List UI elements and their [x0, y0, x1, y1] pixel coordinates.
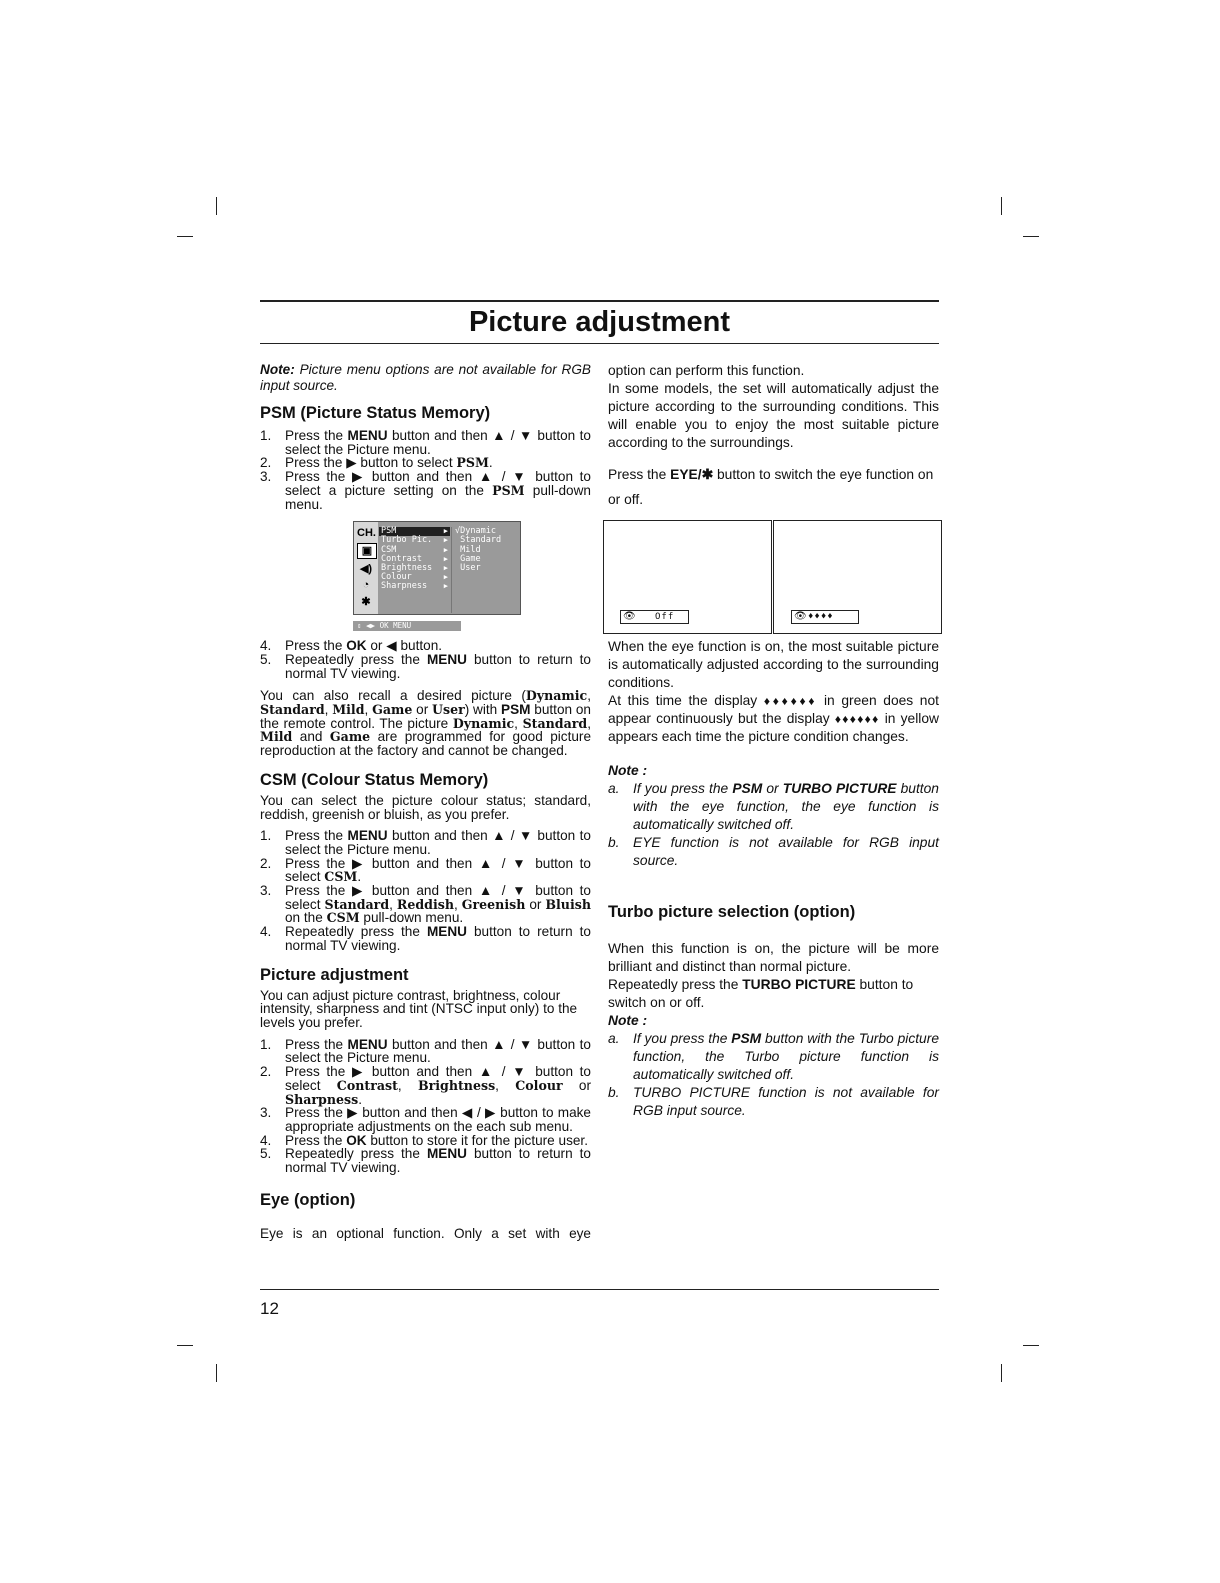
- picture-adjustment-steps: [260, 1038, 591, 1175]
- osd-item-label: CSM: [381, 544, 397, 555]
- csm-label: CSM: [324, 869, 358, 885]
- crop-mark: [1001, 1364, 1002, 1382]
- osd-item-label: Brightness: [381, 562, 433, 573]
- osd-item-label: Colour: [381, 572, 412, 583]
- eye-on-value: ♦♦♦♦: [808, 612, 834, 622]
- text: Repeatedly press the: [608, 977, 743, 992]
- osd-panel: [353, 521, 521, 615]
- step-number: 2.: [260, 855, 272, 871]
- text: You can also recall a desired picture (: [260, 688, 526, 704]
- text: ) with: [464, 702, 502, 718]
- text: EYE function is not available for RGB input source.: [633, 835, 939, 868]
- psm-label: PSM: [456, 455, 489, 471]
- picture-icon: ▣: [357, 543, 377, 559]
- step-number: 1.: [260, 1036, 272, 1052]
- text: If you press the: [633, 1031, 732, 1046]
- crop-mark: [216, 1364, 217, 1382]
- adj-step-1: [260, 1038, 591, 1065]
- step-text: Repeatedly press the: [285, 1146, 427, 1162]
- step-text: Press the: [285, 428, 348, 443]
- turbo-picture-label: TURBO PICTURE: [742, 977, 856, 992]
- arrow-right-icon: ▶: [443, 582, 448, 591]
- picture-adjustment-intro: You can adjust picture contrast, brightness, colour intensity, sharpness and tint (NTSC input only) to the levels you prefer.: [260, 987, 578, 1030]
- title-rule: [260, 343, 939, 344]
- text: ,: [514, 715, 523, 731]
- text: button with the Turbo picture function, the Turbo picture function is automatically switched off.: [633, 1031, 939, 1082]
- eye-description: In some models, the set will automatically adjust the picture according to the surrounding conditions. This will enable you to enjoy the most suitable picture according to the surroundings.: [608, 381, 939, 450]
- csm-heading: CSM (Colour Status Memory): [260, 770, 489, 789]
- top-rule: [260, 300, 939, 302]
- text: pull-down menu.: [359, 910, 464, 926]
- psm-step-1: [260, 429, 591, 456]
- text: button to switch the eye function on or off.: [608, 467, 934, 507]
- csm-step-4: [260, 925, 591, 952]
- adj-step-5: [260, 1147, 591, 1174]
- adj-sharpness: Sharpness: [285, 1091, 359, 1107]
- note-letter: b.: [608, 1085, 620, 1100]
- special-icon: ✱: [361, 596, 371, 609]
- text: Press the: [608, 467, 671, 482]
- osd-item-label: Contrast: [381, 553, 422, 564]
- step-text: .: [357, 869, 362, 885]
- eye-off-value: Off: [655, 612, 675, 622]
- note-letter: a.: [608, 781, 620, 796]
- ok-button-label: OK: [346, 638, 367, 654]
- menu-button-label: MENU: [426, 651, 467, 667]
- step-number: 4.: [260, 1132, 272, 1148]
- psm-step-4: [260, 639, 591, 653]
- step-number: 2.: [260, 1064, 272, 1080]
- eye-note-a: [608, 780, 939, 834]
- psm-button-label: PSM: [731, 1031, 762, 1046]
- text: button to switch on or off.: [608, 977, 914, 1010]
- step-text: button to return to normal TV viewing.: [285, 651, 591, 681]
- picture-menu-osd: [353, 521, 519, 635]
- eye-off-indicator: [620, 610, 689, 624]
- mode-game: Game: [329, 729, 371, 745]
- text: At this time the display: [608, 693, 764, 708]
- note-label: Note:: [260, 362, 295, 377]
- step-text: Press the ▶ button and then ◀ / ▶ button to make appropriate adjustments on the each sub menu.: [285, 1105, 591, 1134]
- step-number: 1.: [260, 428, 272, 443]
- step-text: Press the ▶ button and then ▲ / ▼ button to select a picture setting on the: [285, 469, 591, 498]
- adj-step-4: [260, 1134, 591, 1148]
- adj-brightness: Brightness: [417, 1077, 496, 1093]
- mode-dynamic: Dynamic: [525, 688, 588, 704]
- menu-button-label: MENU: [347, 428, 388, 443]
- step-number: 3.: [260, 469, 272, 485]
- step-number: 4.: [260, 638, 272, 654]
- eye-press-instruction: [608, 462, 939, 512]
- step-text: pull-down menu.: [285, 482, 591, 512]
- eye-on-description: When the eye function is on, the most suitable picture is automatically adjusted according to the surrounding conditions.: [608, 639, 939, 690]
- psm-label: PSM: [492, 482, 525, 498]
- psm-steps: [260, 429, 591, 511]
- arrow-right-icon: ▶: [443, 545, 448, 554]
- eye-note-label: Note :: [608, 763, 648, 778]
- step-text: button to store it for the picture user.: [366, 1132, 588, 1148]
- psm-button-label: PSM: [501, 702, 531, 718]
- crop-mark: [1001, 197, 1002, 215]
- psm-steps-continued: [260, 639, 591, 680]
- eye-notes: [608, 780, 939, 870]
- note-letter: b.: [608, 835, 620, 850]
- osd-menu-items: [379, 527, 450, 591]
- eye-intro: Eye is an optional function. Only a set with eye: [260, 1225, 591, 1241]
- osd-psm-submenu: [451, 527, 519, 613]
- csm-step-3: [260, 884, 591, 925]
- mode-dynamic: Dynamic: [452, 715, 515, 731]
- osd-item-sharpness: [379, 582, 450, 591]
- step-text: Press the ▶ button and then ▲ / ▼ button to select: [285, 1064, 591, 1093]
- turbo-note-b: [608, 1084, 939, 1120]
- note-letter: a.: [608, 1031, 620, 1046]
- turbo-note-label: Note :: [608, 1013, 648, 1028]
- channel-icon: CH.: [357, 527, 376, 540]
- adj-contrast: Contrast: [336, 1077, 398, 1093]
- osd-sub-item: √Dynamic: [455, 526, 496, 537]
- step-text: button to return to normal TV viewing.: [285, 1146, 591, 1176]
- eye-button-label: EYE/✱: [670, 467, 714, 482]
- arrow-right-icon: ▶: [443, 536, 448, 545]
- text: ,: [397, 1077, 418, 1093]
- turbo-heading: Turbo picture selection (option): [608, 903, 856, 921]
- step-text: Press the ▶ button to select: [285, 455, 457, 471]
- page-number: 12: [260, 1299, 279, 1318]
- menu-button-label: MENU: [426, 924, 467, 940]
- step-text: Press the: [285, 1132, 347, 1148]
- csm-reddish: Reddish: [396, 896, 454, 912]
- text: ,: [389, 896, 397, 912]
- turbo-notes: [608, 1030, 939, 1120]
- mode-user: User: [432, 702, 465, 718]
- adj-colour: Colour: [515, 1077, 563, 1093]
- eye-on-screen: [773, 520, 942, 634]
- crop-mark: [177, 236, 193, 237]
- csm-step-1: [260, 829, 591, 856]
- osd-sub-item: User: [455, 563, 481, 574]
- text: ,: [587, 688, 591, 704]
- arrow-right-icon: ▶: [443, 527, 448, 536]
- clock-icon: ◔: [362, 579, 370, 592]
- psm-heading: PSM (Picture Status Memory): [260, 404, 491, 422]
- step-text: Press the: [285, 638, 347, 654]
- left-column: [260, 362, 591, 1240]
- step-text: Press the ▶ button and then ▲ / ▼ button to select: [285, 883, 591, 912]
- text: If you press the: [633, 781, 733, 796]
- step-number: 5.: [260, 1146, 272, 1162]
- step-number: 3.: [260, 883, 272, 899]
- ok-button-label: OK: [346, 1132, 367, 1148]
- psm-step-2: [260, 456, 591, 470]
- step-text: Repeatedly press the: [285, 651, 427, 667]
- osd-sub-item: Mild: [455, 544, 481, 555]
- psm-step-5: [260, 653, 591, 680]
- psm-button-label: PSM: [732, 781, 763, 796]
- eye-display-examples: [608, 520, 939, 636]
- step-text: or ◀ button.: [366, 638, 443, 654]
- text: on the: [285, 910, 327, 926]
- bottom-rule: [260, 1289, 939, 1290]
- text: ,: [324, 702, 333, 718]
- sound-icon: ◀): [359, 563, 373, 576]
- eye-on-indicator: [791, 610, 859, 624]
- text: ,: [364, 702, 373, 718]
- osd-sub-item: Game: [455, 553, 481, 564]
- eye-off-screen: [603, 520, 772, 634]
- text: ,: [495, 1077, 516, 1093]
- adj-step-3: [260, 1106, 591, 1133]
- csm-standard: Standard: [324, 896, 390, 912]
- psm-step-3: [260, 470, 591, 511]
- right-column: [608, 362, 939, 1120]
- menu-button-label: MENU: [426, 1146, 467, 1162]
- step-text: Press the: [285, 828, 348, 844]
- text: or: [562, 1077, 592, 1093]
- crop-mark: [1023, 236, 1039, 237]
- arrow-right-icon: ▶: [443, 573, 448, 582]
- crop-mark: [1023, 1345, 1039, 1346]
- eye-icon: 👁: [794, 611, 807, 622]
- text: or: [762, 781, 783, 796]
- page-title: Picture adjustment: [468, 306, 731, 338]
- osd-item-label: PSM: [381, 526, 397, 537]
- text: are programmed for good picture reproduction at the factory and cannot be changed.: [260, 729, 592, 759]
- step-text: .: [488, 455, 493, 471]
- step-number: 5.: [260, 651, 272, 667]
- text: ,: [587, 715, 591, 731]
- text: or: [525, 896, 546, 912]
- crop-mark: [216, 197, 217, 215]
- mode-mild: Mild: [332, 702, 365, 718]
- mode-standard: Standard: [522, 715, 588, 731]
- text: button on the remote control. The picture: [260, 702, 591, 731]
- osd-item-label: Turbo Pic.: [381, 535, 433, 546]
- text: .: [358, 1091, 362, 1107]
- text: in green does not appear continuously but the display: [608, 693, 939, 726]
- eye-continued: option can perform this function.: [608, 363, 805, 378]
- osd-sub-item: Standard: [455, 535, 502, 546]
- turbo-note-a: [608, 1030, 939, 1084]
- step-text: button to return to normal TV viewing.: [285, 924, 591, 953]
- text: and: [292, 729, 330, 745]
- turbo-instruction: [608, 976, 939, 1012]
- step-number: 3.: [260, 1105, 272, 1121]
- text: button with the eye function, the eye function is automatically switched off.: [633, 781, 939, 832]
- osd-item-label: Sharpness: [381, 581, 428, 592]
- note-text: Picture menu options are not available for RGB input source.: [260, 362, 591, 393]
- csm-greenish: Greenish: [461, 896, 526, 912]
- step-text: Repeatedly press the: [285, 924, 427, 940]
- step-number: 1.: [260, 828, 272, 844]
- csm-step-2: [260, 857, 591, 884]
- eye-display-description: [608, 692, 939, 746]
- mode-mild: Mild: [260, 729, 293, 745]
- eye-level-indicator: ♦♦♦♦♦♦: [834, 712, 880, 726]
- adj-step-2: [260, 1065, 591, 1106]
- step-number: 4.: [260, 924, 272, 940]
- step-text: button and then ▲ / ▼ button to select the Picture menu.: [285, 428, 591, 457]
- step-text: Press the: [285, 1036, 348, 1052]
- picture-menu-note: [260, 362, 591, 394]
- text: TURBO PICTURE function is not available for RGB input source.: [633, 1085, 939, 1118]
- text: in yellow appears each time the picture condition changes.: [608, 711, 939, 744]
- step-text: button and then ▲ / ▼ button to select the Picture menu.: [285, 828, 591, 857]
- turbo-picture-label: TURBO PICTURE: [782, 781, 897, 796]
- arrow-right-icon: ▶: [443, 554, 448, 563]
- menu-button-label: MENU: [347, 828, 388, 844]
- picture-adjustment-heading: Picture adjustment: [260, 965, 409, 984]
- arrow-right-icon: ▶: [443, 563, 448, 572]
- osd-help-bar: ⇕ ◀▶ OK MENU: [353, 621, 461, 631]
- mode-game: Game: [372, 702, 413, 718]
- csm-intro: You can select the picture colour status; standard, reddish, greenish or bluish, as you prefer.: [260, 792, 591, 822]
- csm-bluish: Bluish: [545, 896, 591, 912]
- osd-icon-strip: [354, 522, 378, 614]
- step-text: Press the ▶ button and then ▲ / ▼ button to select: [285, 855, 591, 885]
- psm-recall-paragraph: [260, 689, 591, 758]
- step-text: button and then ▲ / ▼ button to select the Picture menu.: [285, 1036, 591, 1066]
- mode-standard: Standard: [260, 702, 325, 718]
- eye-heading: Eye (option): [260, 1190, 356, 1209]
- text: ,: [454, 896, 462, 912]
- step-number: 2.: [260, 455, 272, 471]
- turbo-description: When this function is on, the picture will be more brilliant and distinct than normal picture.: [608, 941, 939, 974]
- eye-icon: 👁: [623, 611, 636, 622]
- eye-level-indicator: ♦♦♦♦♦♦: [763, 694, 818, 708]
- csm-steps: [260, 829, 591, 952]
- eye-note-b: [608, 834, 939, 870]
- crop-mark: [177, 1345, 193, 1346]
- menu-button-label: MENU: [347, 1036, 388, 1052]
- csm-label: CSM: [326, 910, 360, 926]
- text: or: [412, 702, 433, 718]
